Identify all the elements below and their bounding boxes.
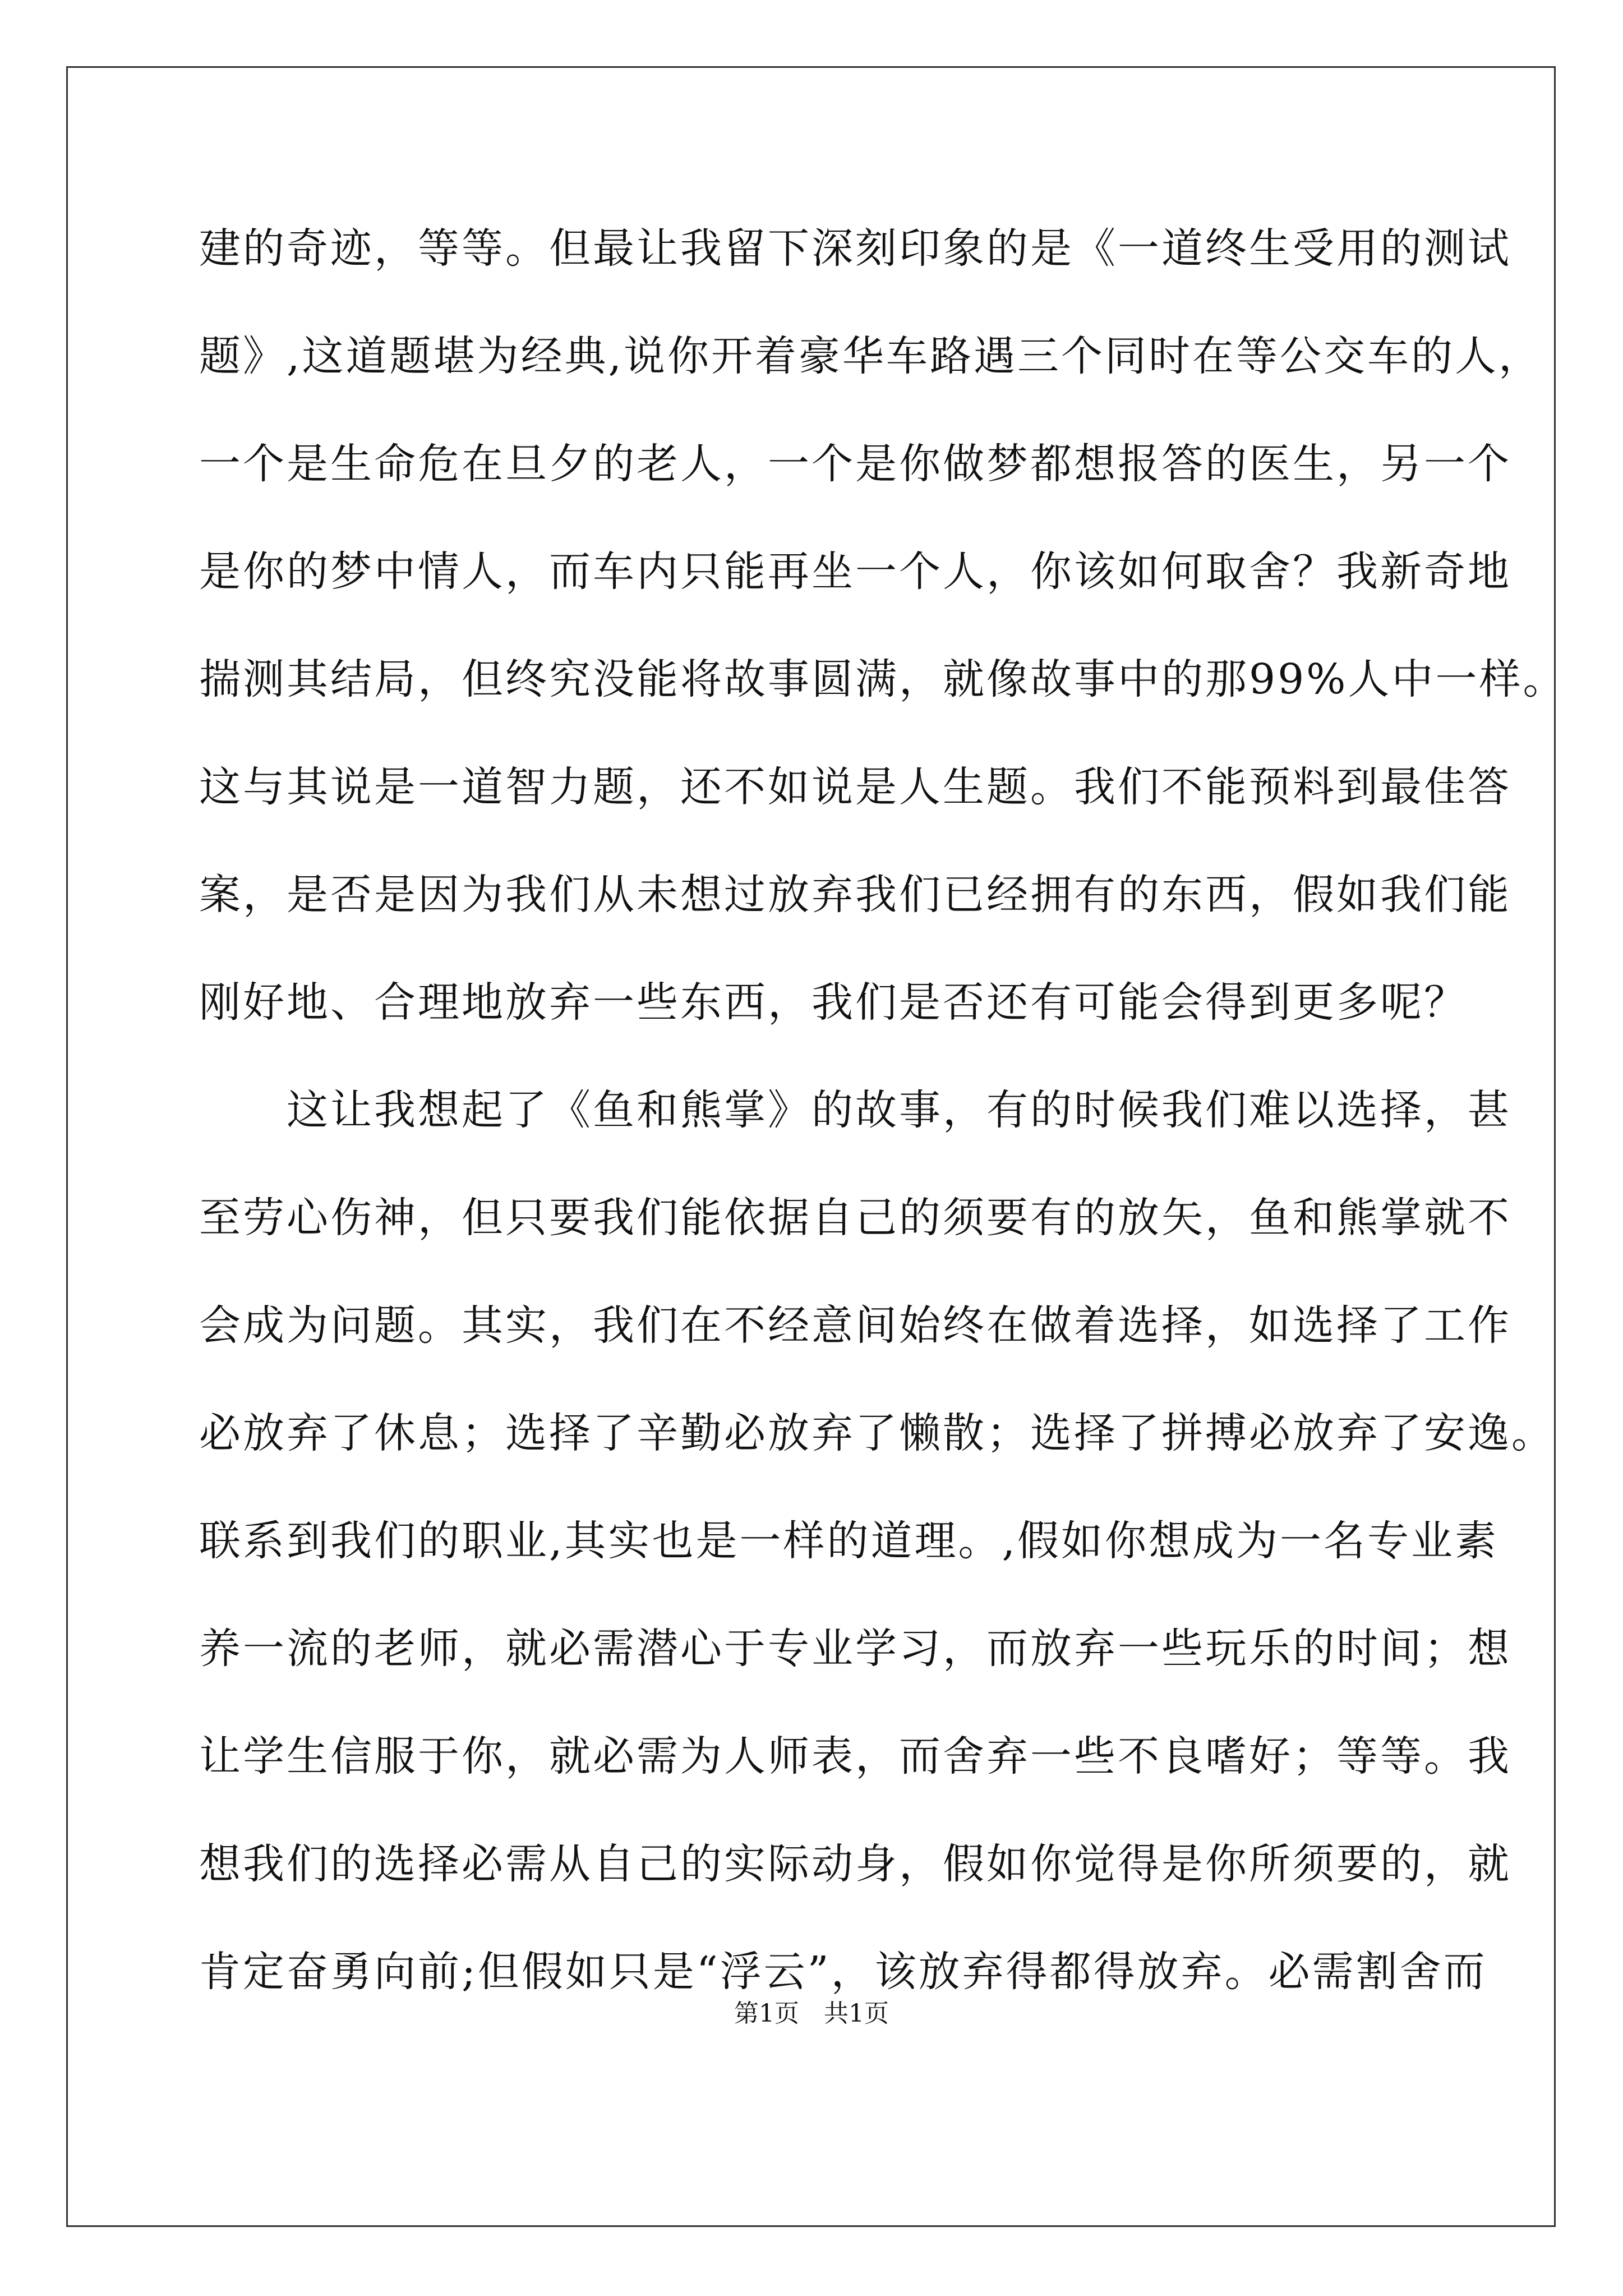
text-line: 肯定奋勇向前;但假如只是“浮云”，该放弃得都得放弃。必需割舍而 [199, 1948, 1487, 1996]
text-line: 题》,这道题堪为经典,说你开着豪华车路遇三个同时在等公交车的人， [199, 332, 1543, 380]
text-line: 这与其说是一道智力题，还不如说是人生题。我们不能预料到最佳答 [199, 763, 1511, 811]
text-line: 建的奇迹，等等。但最让我留下深刻印象的是《一道终生受用的测试 [199, 224, 1511, 273]
page-number-footer: 第1页 共1页 [734, 1999, 889, 2028]
document-body [199, 222, 1567, 2053]
text-line: 想我们的选择必需从自己的实际动身，假如你觉得是你所须要的，就 [199, 1840, 1511, 1888]
text-line: 是你的梦中情人，而车内只能再坐一个人，你该如何取舍？我新奇地 [199, 547, 1511, 596]
text-line: 刚好地、合理地放弃一些东西，我们是否还有可能会得到更多呢？ [199, 978, 1468, 1027]
text-line: 联系到我们的职业,其实也是一样的道理。,假如你想成为一名专业素 [199, 1517, 1499, 1565]
text-line: 会成为问题。其实，我们在不经意间始终在做着选择，如选择了工作 [199, 1301, 1511, 1350]
text-line: 案，是否是因为我们从未想过放弃我们已经拥有的东西，假如我们能 [199, 871, 1511, 919]
text-line: 必放弃了休息；选择了辛勤必放弃了懒散；选择了拼搏必放弃了安逸。 [199, 1409, 1555, 1457]
text-line: 至劳心伤神，但只要我们能依据自己的须要有的放矢，鱼和熊掌就不 [199, 1194, 1511, 1242]
text-line: 这让我想起了《鱼和熊掌》的故事，有的时候我们难以选择，甚 [199, 1086, 1511, 1134]
text-line: 一个是生命危在旦夕的老人，一个是你做梦都想报答的医生，另一个 [199, 440, 1511, 488]
text-line: 养一流的老师，就必需潜心于专业学习，而放弃一些玩乐的时间；想 [199, 1625, 1511, 1673]
text-line: 让学生信服于你，就必需为人师表，而舍弃一些不良嗜好；等等。我 [199, 1732, 1511, 1780]
text-line: 揣测其结局，但终究没能将故事圆满，就像故事中的那99%人中一样。 [199, 655, 1567, 703]
